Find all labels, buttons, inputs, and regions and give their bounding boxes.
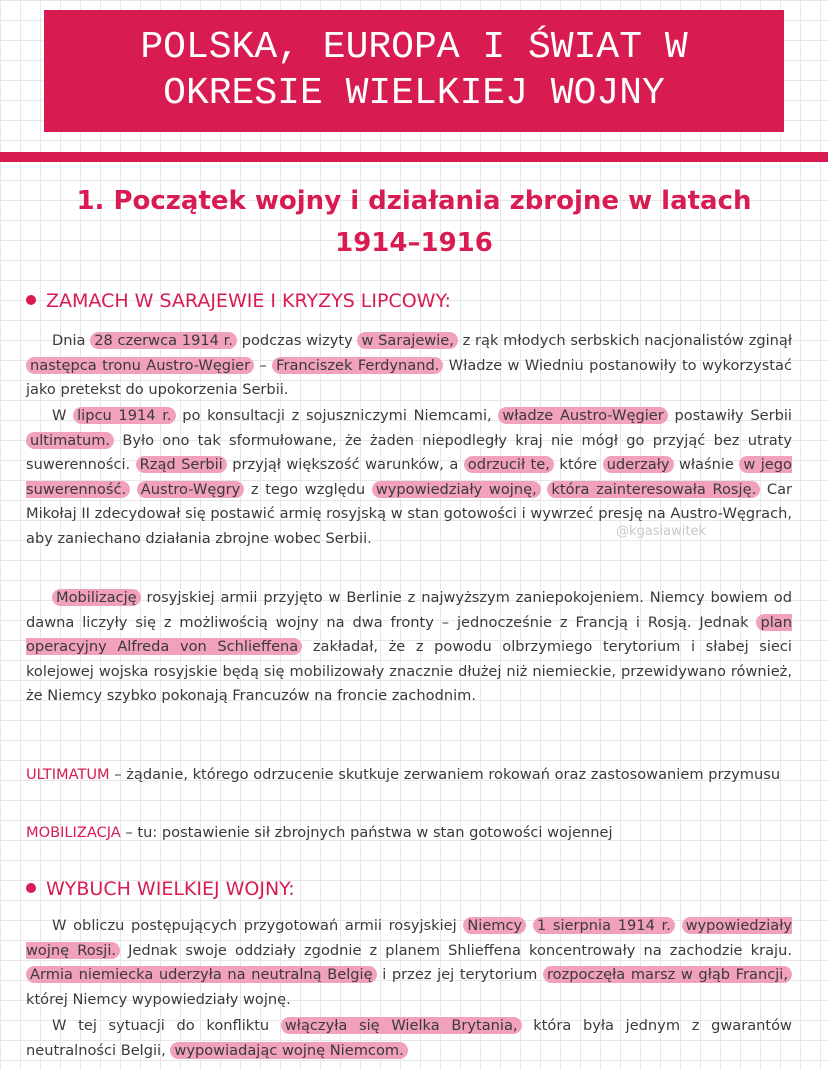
text-run: przyjął większość warunków, a <box>226 456 464 473</box>
page-title-line-1: POLSKA, EUROPA I ŚWIAT W <box>140 26 688 69</box>
definition-term: ULTIMATUM <box>26 766 110 783</box>
highlight: 28 czerwca 1914 r. <box>90 332 237 349</box>
highlight: rozpoczęła marsz w głąb Francji, <box>543 966 792 983</box>
highlight: lipcu 1914 r. <box>73 407 175 424</box>
heading-outbreak <box>26 878 295 900</box>
highlight: włączyła się Wielka Brytania, <box>281 1017 522 1034</box>
divider-bar <box>0 152 828 162</box>
highlight: Niemcy <box>463 917 526 934</box>
paragraph-3 <box>26 586 792 709</box>
highlight: Rząd Serbii <box>136 456 227 473</box>
text-run: Było ono tak sformułowane, że żaden niepodległy kraj nie mógł go przyjąć bez utraty suwerenności. <box>26 431 792 473</box>
highlight: Franciszek Ferdynand. <box>272 357 443 374</box>
section-title-line-1: 1. Początek wojny i działania zbrojne w latach <box>76 186 752 216</box>
definition-mobilizacja: MOBILIZACJA – tu: postawienie sił zbrojnych państwa w stan gotowości wojennej <box>26 824 613 841</box>
highlight: wypowiedziały wojnę, <box>372 481 541 498</box>
text-run: i przez jej terytorium <box>376 966 543 983</box>
bullet-icon <box>26 295 36 305</box>
text-run: Dnia <box>52 332 91 349</box>
definition-ultimatum: ULTIMATUM – żądanie, którego odrzucenie skutkuje zerwaniem rokowań oraz zastosowaniem przymusu <box>26 766 781 783</box>
page-title-line-2: OKRESIE WIELKIEJ WOJNY <box>163 72 665 115</box>
paragraph-5 <box>26 1014 792 1063</box>
text-run: Jednak swoje oddziały zgodnie z planem Shlieffena koncentrowały na zachodzie kraju. <box>120 941 792 959</box>
text-run: – <box>254 356 273 374</box>
text-run: z tego względu <box>244 480 372 498</box>
section-title-line-2: 1914–1916 <box>335 228 493 258</box>
text-run: W tej sytuacji do konfliktu <box>52 1017 281 1034</box>
paragraph-4 <box>26 914 792 1012</box>
text-run <box>130 481 137 498</box>
text-run: Władze w Wiedniu postanowiły to wykorzystać jako pretekst do upokorzenia Serbii. <box>26 356 792 398</box>
text-run: zakładał, że z powodu olbrzymiego terytorium i słabej sieci kolejowej wojska rosyjskie będą się mobilizowały znacznie dłużej niż niemieckie, przewidywano również, że Niemcy szybko pokonają Francuzów na froncie zachodnim. <box>26 638 792 704</box>
highlight: plan operacyjny Alfreda von Schlieffena <box>26 613 792 655</box>
text-run: Car Mikołaj II zdecydował się postawić armię rosyjską w stan gotowości i wywrzeć presję na Austro-Węgrach, aby zaniechano działania zbrojne wobec Serbii. <box>26 480 793 547</box>
definition-text: tu: postawienie sił zbrojnych państwa w stan gotowości wojennej <box>137 824 613 841</box>
highlight: 1 sierpnia 1914 r. <box>533 917 675 934</box>
heading-sarajevo-text: ZAMACH W SARAJEWIE I KRYZYS LIPCOWY: <box>46 290 451 312</box>
bullet-icon <box>26 883 36 893</box>
text-run: której Niemcy wypowiedziały wojnę. <box>26 990 291 1008</box>
highlight: Austro-Węgry <box>137 481 244 498</box>
text-run: postawiły Serbii <box>667 407 792 424</box>
page-title <box>140 25 687 117</box>
highlight: Armia niemiecka uderzyła na neutralną Belgię <box>26 966 377 983</box>
highlight: wypowiedziały wojnę Rosji. <box>26 917 793 959</box>
highlight: uderzały <box>603 456 674 473</box>
text-run: które <box>553 456 603 473</box>
paragraph-2 <box>26 404 792 551</box>
text-run: W obliczu postępujących przygotowań armii rosyjskiej <box>52 917 464 934</box>
heading-outbreak-text: WYBUCH WIELKIEJ WOJNY: <box>46 878 295 900</box>
highlight: w Sarajewie, <box>357 332 457 349</box>
text-run: która była jednym z gwarantów neutralności Belgii, <box>26 1017 792 1059</box>
highlight: odrzucił te, <box>464 456 554 473</box>
heading-sarajevo <box>26 290 451 312</box>
definition-text: żądanie, którego odrzucenie skutkuje zerwaniem rokowań oraz zastosowaniem przymusu <box>126 766 781 783</box>
highlight: w jego suwerenność. <box>26 456 792 498</box>
title-banner <box>44 10 784 132</box>
highlight: władze Austro-Węgier <box>498 407 667 424</box>
highlight: wypowiadając wojnę Niemcom. <box>170 1042 407 1059</box>
text-run: z rąk młodych serbskich nacjonalistów zginął <box>457 332 793 349</box>
text-run: W <box>52 407 74 424</box>
highlight: która zainteresowała Rosję. <box>547 481 760 498</box>
text-run: podczas wizyty <box>236 332 358 349</box>
text-run <box>675 917 682 934</box>
text-run: po konsultacji z sojuszniczymi Niemcami, <box>175 407 499 424</box>
paragraph-1 <box>26 329 792 403</box>
watermark: @kgasiawitek <box>616 524 706 539</box>
highlight: ultimatum. <box>26 432 114 449</box>
definition-term: MOBILIZACJA <box>26 824 121 841</box>
highlight: następca tronu Austro-Węgier <box>26 357 254 374</box>
highlight: Mobilizację <box>52 589 141 606</box>
text-run <box>526 917 533 934</box>
text-run: rosyjskiej armii przyjęto w Berlinie z najwyższym zaniepokojeniem. Niemcy bowiem od dawna liczyły się z możliwością wojny na dwa fronty – jednocześnie z Francją i Rosją. Jednak <box>26 589 792 631</box>
text-run: właśnie <box>673 456 740 473</box>
section-title <box>0 180 828 264</box>
